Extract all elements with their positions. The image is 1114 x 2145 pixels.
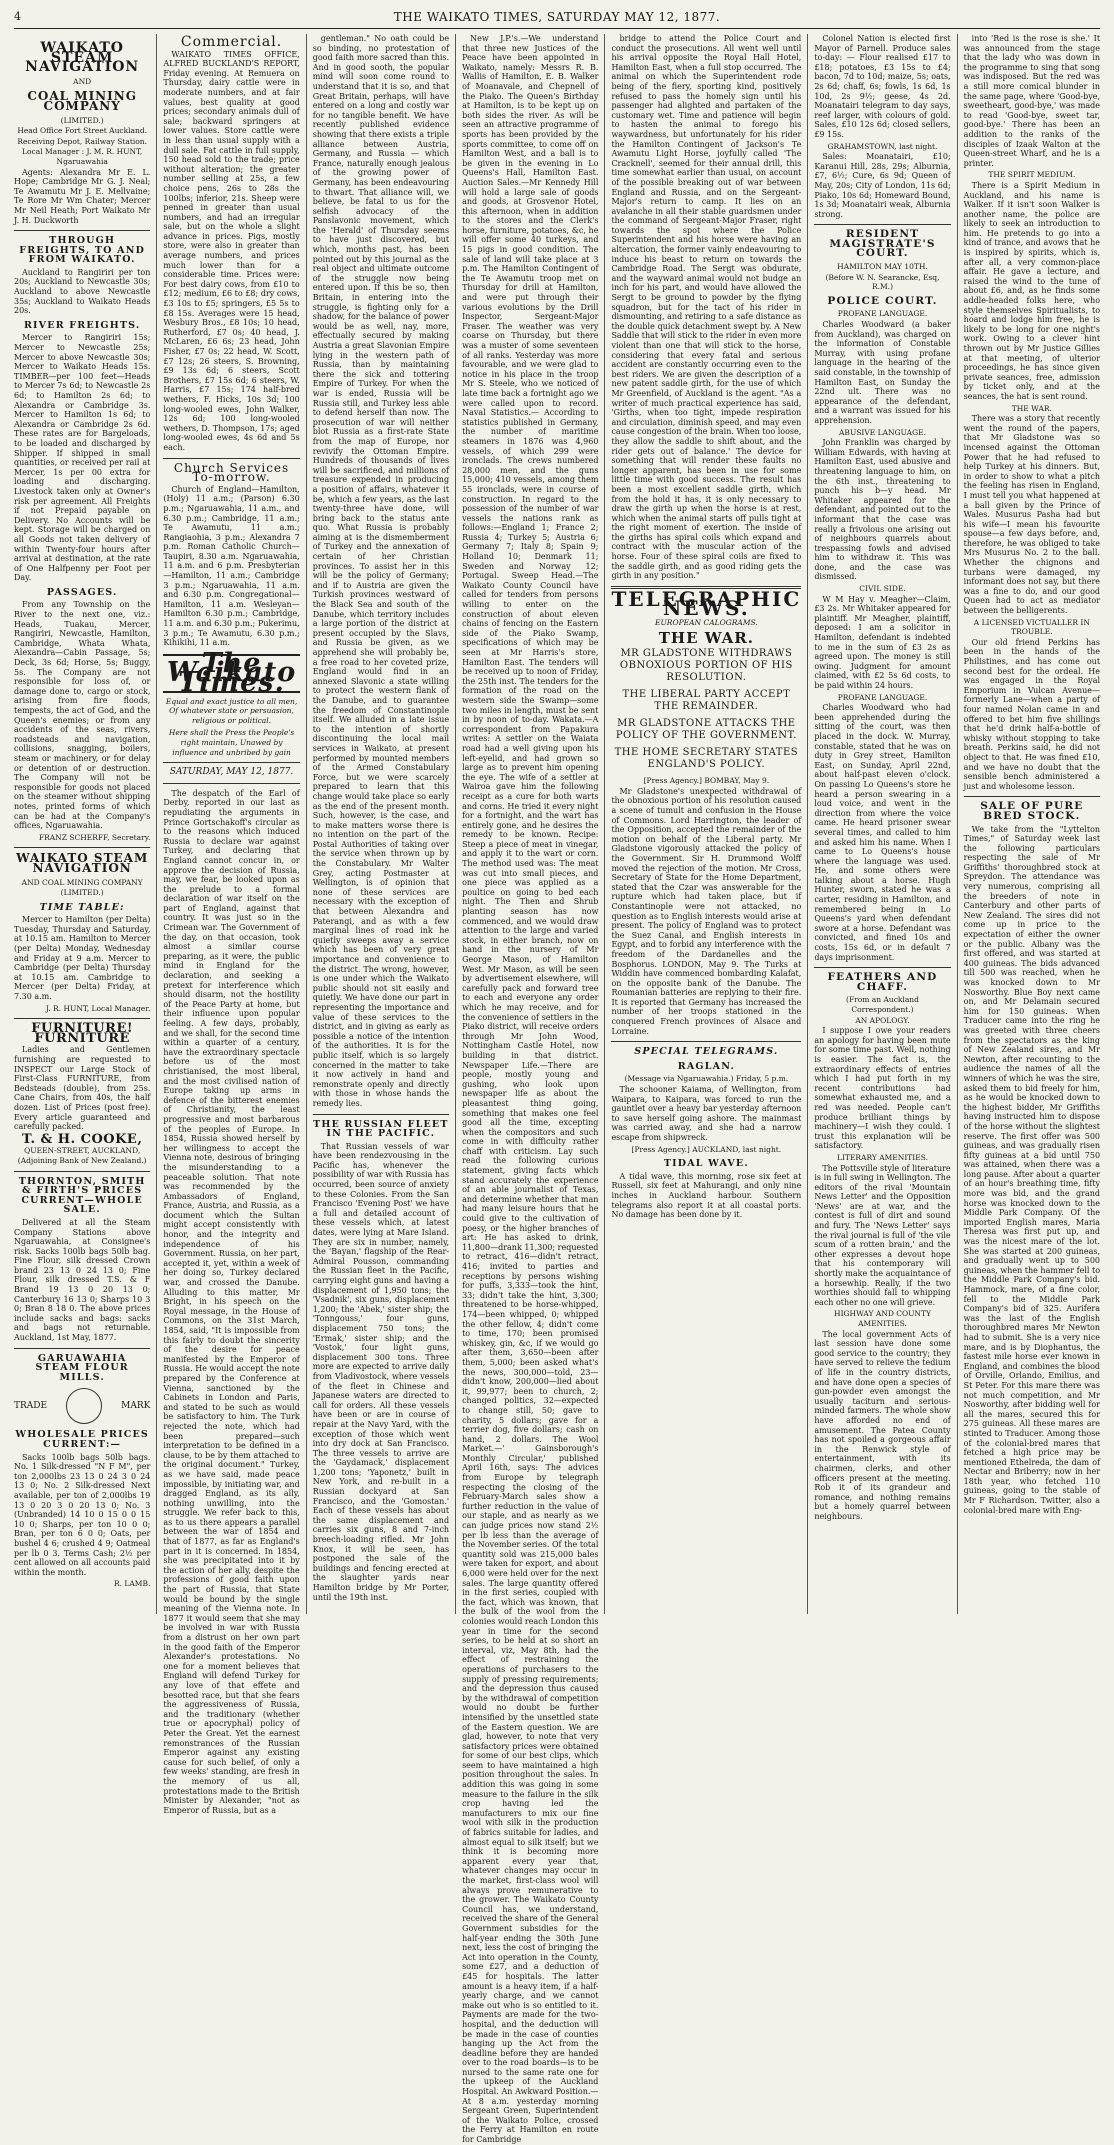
war-gossip-body: There was a story that recently went the round of the papers, that Mr Gladstone was so incensed against the Ottoman Power that he had refused to help Turkey at his dinners. But, in order to show to what a pitch the feeling has risen in England, I must tell you what happened at a ball given by the Prince of Wales. Musurus Pasha had but his wife—I mean his favourite spouse—a few days before, and, therefore, he was obliged to take Mrs Musurus No. 2 to the ball. Whether the chignons and turbans were damaged, my informant does not say, but there was a fine to do, and our good Queen had to act as mediator between the belligerents. [963,414,1101,616]
through-freights-heading: THROUGH FREIGHTS, TO AND FROM WAIKATO. [19,235,146,266]
profane-language-heading-2: PROFANE LANGUAGE. [837,692,928,702]
apology-heading: AN APOLOGY. [855,1015,910,1025]
wholesale-prices-body: Sacks 100lb bags 50lb bags. No. 1 Silk-dressed "N F M", per ton 2,000lbs 23 13 0 24 3 0 24 13 0; No. 2 Silk-dressed Next available, per ton of 2,000lbs 19 13 0 20 3 0 20 13 0; No. 3 (Unbranded) 14 10 0 15 0 0 15 10 0; Sharps, per ton 10 0 0; Bran, per ton 6 0 0; Oats, per bushel 4 6; crushed 4 9; Oatmeal per lb 0 3. Terms Cash; 2½ per cent allowed on all accounts paid within the month. [14,1452,151,1577]
russian-fleet-heading: THE RUSSIAN FLEET IN THE PACIFIC. [313,1118,449,1140]
tidal-wave-heading: TIDAL WAVE. [663,1158,749,1170]
profane-language-heading: PROFANE LANGUAGE. [837,309,928,319]
page-number: 4 [14,10,22,23]
column-5 [604,34,807,1614]
spirit-medium-body: There is a Spirit Medium in Auckland, and his name is Walker. If it isn't soon Walker is another name, the police are likely to seek an introduction to him. He pretends to go into a kind of trance, and avows that he is inspired by spirits, which is, after all, a very common-place affair. He gave a lecture, and raised the wind to the tune of about £6, and, as he finds some addle-headed folks here, who style themselves Spiritualists, to hoard and lodge him free, he is likely to be long for one night's work. Owing to a clever hint thrown out by Mr Justice Gillies at that meeting, of ulterior proceedings, he has since given private seances, free, admission by ticket only, and at the seances, the hat is sent round. [963,180,1101,401]
civil-side-body: W M Hay v. Meagher—Claim, £3 2s. Mr Whitaker appeared for plaintiff. Mr Meagher, plaintiff, deposed: I am a solicitor in Hamilton, defendant is indebted to me in the sum of £3 2s as agreed upon. The money is still owing. Judgment for amount claimed, with £2 5s 6d costs, to be paid within 24 hours. [814,594,951,690]
spirit-medium-heading: THE SPIRIT MEDIUM. [988,170,1076,180]
motto: Equal and exact justice to all men, Of whatever state or persuasion, religious or political. [165,696,298,725]
civil-side-heading: CIVIL SIDE. [859,584,906,594]
auckland-correspondent: (From an Auckland Correspondent.) [846,995,919,1014]
tidal-wave-body: A tidal wave, this morning, rose six feet at Russell, six feet at Mahurangi, and only nine inches in Auckland harbour. Southern telegrams also report it at all coastal ports. No damage has been done by it. [611,1171,802,1220]
literary-amenities-body: The Pottsville style of literature is in full swing in Wellington. The editors of the rival 'Mountain News Letter' and the Opposition 'News' are at war, and the contest is full of dirt and sound and fury. The 'News Letter' says the rival journal is full of 'the vile scum of a rotten brain,' and the other expresses a devout hope that his contemporary will shortly make the acquaintance of a horsewhip. Really, if the two worthies should fall to whipping each other no one will grieve. [814,1163,951,1307]
through-freights-body: Auckland to Rangiriri per ton 20s; Auckland to Newcastle 30s; Auckland to above Newcastle 35s; Auckland to Waikato Heads 20s. [14,267,151,316]
local-news-body: New J.P.'s.—We understand that three new Justices of the Peace have been appointed in Waikato, namely: Messrs R. B. Wallis of Hamilton, E. B. Walker of Moanavale, and Chepnell of the Piako. The Queen's Birthday at Hamilton, is to be kept up on both sides the river. As will be seen an attractive programme of sports has been provided by the sports committee, to come off on Hamilton West, and a ball is to be given in the evening in Lo Queens's Hall, Hamilton East. Auction Sales.—Mr Kennedy Hill will hold a large sale of goods and goods, at Grosvenor Hotel, this afternoon, when in addition to the stores and the Clerk's horse, furniture, potatoes, &c, he will offer some 40 turkeys, and 15 pigs in good condition. The sale of land will take place at 3 p.m. The Hamilton Contingent of the Te Awamutu troop met on Thursday for drill at Hamilton, and were put through their various evolutions by the Drill Inspector, Sergeant-Major Fraser. The weather was very coarse on Thursday, but there was a muster of some seventeen of all ranks. Yesterday was more favourable, and we were glad to notice in his place in the troop Mr S. Steele, who we noticed of late time back a fortnight ago we were called upon to record. Naval Statistics.— According to statistics published in Germany, the number of maritime steamers in 1876 was 4,960 vessels, of which 299 were ironclads. The crews numbered 28,000 men, and the guns 15,000; 410 vessels, among them 55 ironclads, were in course of construction. In regard to the possession of the number of war vessels the nations rank as follows:—England 1; France 2; Russia 4; Turkey 5; Austria 6; Germany 7; Italy 8; Spain 9; Holland 10; Denmark 11; Sweden and Norway 12; Portugal. Sweep Head.—The Waikato County Council have called for tenders from persons willing to enter on the construction of about eleven chains of fencing on the Eastern side of the Piako Swamp, specifications of which may be seen at Mr Harris's store, Hamilton East. The tenders will be received up to noon of Friday, the 25th inst. The tenders for the formation of the road on the western side the Swamp—some two miles in length, must be sent in by noon of to-day. Wakata.—A correspondent from Papakura writes: A settler on the Waiata road had a well giving upon his left-eyelid, and had grown so large as to prevent him opening the eye. The wife of a settler at Wairoa gave him the following receipt as a cure for both warts and corns. He tried it every night for a fortnight, and the wart has entirely gone, and he desires the remedy to be known. Recipe: Steep a piece of meat in vinegar, and apply it to the wart or corn. The method used was: The meat was cut into small pieces, and one piece was applied as a poultice on going to bed each night. The Then and Shrub planting season has now commenced, and we would draw attention to the large and varied stock, in either branch, now on hand in the nursery of Mr George Mason, of Hamilton West. Mr Mason, as will be seen by advertisement elsewhere, will carefully pack and forward tree to each and everyone any order which he may receive, and for the convenience of settlers in the Piako district, will receive orders through Mr John Wood, Nottingham Castle Hotel, now building in that district. Newspaper Life.—There are people, mostly young and gushing, who look upon newspaper life as about the pleasantest thing going, something that makes one feel good all the time, excepting when the compositors and such come in with difficulty rather chaff with criticism. Lay such read the following curious statement, giving facts which stand accurately the experience of an able journalist of Texas, and determine whether that man had many leisure hours that he could give to the cultivation of poesy, or the higher branches of art: He has asked to drink, 11,800—drank 11,300; requested to retract, 416—didn't retract, 416; invited to parties and receptions by persons wishing for puffs, 3,333—took the hint, 33; didn't take the hint, 3,300; threatened to be horse-whipped, 174—been whipped, 0; whipped the other fellow, 4; didn't come to time, 170; been promised whiskey, gin, &c, if we would go after them, 3,650—been after them, 5,000; been asked what's the news, 300,000—told, 23—didn't know, 200,000—lied about it, 99,977; been to church, 2; changed politics, 32—expected to change still, 50; gave to charity, 5 dollars; gave for a terrier dog, five dollars; cash on hand, 2 dollars. The Wool Market.—' Gainsborough's Monthly Circular,' published April 16th, says: The advices from Europe by telegraph respecting the closing of the February-March sales show a further reduction in the value of our staple, and as nearly as we can judge prices now stand 2½ per lb less than the average of the November series. Of the total quantity sold was 215,000 bales were taken for export, and about 6,000 were held over for the next sales. The large quantity offered in the first series, coupled with the fact, which was known, that the bulk of the wool from the colonies would reach London this year in time for the second series, to be held at so short an interval, viz, May 8th, had the effect of restraining the operations of purchasers to the supply of pressing requirements; and the depression thus caused by the withdrawal of competition would no doubt be further intensified by the unsettled state of the Eastern question. We are glad, however, to note that very satisfactory prices were obtained for some of our best clips, which seem to have maintained a high position throughout the sales. In addition this was going in some measure to the failure in the silk crop having led the manufacturers to mix our fine wool with silk in the production of fabrics suitable for ladies, and almost equal to silk itself; but we think it is becoming more apparent every year that, whatever changes may occur in the market, first-class wool will always prove remunerative to the grower. The Waikato County Council has, we understand, received the share of the General Government subsidies for the half-year ending the 30th June next, less the cost of bringing the Act into operation in the County, some £27, and a deduction of £45 for hospitals. The latter amount is a heavy item, if a half-yearly charge, and we cannot make out who is so entitled to it. Payments are made for the two-hospital, and the deduction will be made in the case of counties hanging up the Act from the deadline before they are handed over to the road boards—is to be nursed to the same rate one for the upkeep of the Auckland Hospital. An Awkward Position.—At 8 a.m. yesterday morning Sergeant Green, Superintendent of the Waikato Police, crossed the Ferry at Hamilton en route for Cambridge [462,34,599,2145]
auckland-telegrams-body: Colonel Nation is elected first Mayor of Parnell. Produce sales to-day: — Flour realised £17 to £18; potatoes, £3 15s to £4; bacon, 7d to 10d; maize, 5s; oats, 2s 6d; chaff, 6s; fowls, 1s 6d, 1s 10d, 2s 9½; geese, 4s 2d. Moanatairi telegram to day says, reef larger, with colours of gold. Sales, £10 12s 6d; closed sellers, £9 15s. [814,34,951,139]
head-office: Head Office Fort Street Auckland. [17,126,148,136]
abusive-language-body: John Franklin was charged by William Edwards, with having at Hamilton East, used abusive and threatening language to him, on the 6th inst., threatening to punch his b—y head. Mr Whitaker appeared for the defendant, and pointed out to the informant that the case was really a frivolous one arising out of neighbours quarrels about trespassing fowls and advised him to withdraw it. This was done, and the case was dismissed. [814,438,951,582]
gladstone-headline-4: THE HOME SECRETARY STATES ENGLAND'S POLICY. [614,747,799,771]
church-services-body: Church of England—Hamilton, (Holy) 11 a.m.; (Parson) 6.30 p.m.; Ngaruawahia, 11 a.m., and 6.30 p.m.; Cambridge, 11 a.m.; Te Awamutu, 11 a.m.; Rangiaohia, 3 p.m.; Alexandra 7 p.m. Roman Catholic Church—Taupiri, 8.30 a.m. Ngaruawahia, 11 a.m. and 6 p.m. Presbyterian—Hamilton, 11 a.m.; Cambridge 3 p.m.; Ngaruawahia, 11 a.m. and 6.30 p.m. Congregational—Hamilton, 11 a.m. Wesleyan—Hamilton 6.30 p.m.; Cambridge, 11 a.m. and 6.30 p.m.; Pukerimu, 3 p.m.; Te Awamutu, 6.30 p.m.; Kihikihi, 11 a.m. [163,484,300,648]
column-3 [306,34,455,1614]
steam-nav-and: AND [73,76,92,86]
auckland-dateline: [Press Agency.] AUCKLAND, last night. [631,1144,782,1154]
column-1 [14,34,156,1614]
column-6 [807,34,956,1614]
time-table-body: Mercer to Hamilton (per Delta) Tuesday, Thursday and Saturday, at 10.15 am. Hamilton to Mercer (per Delta) Monday, Wednesday and Friday at 9 a.m. Mercer to Cambridge (per Delta) Thursday at 10.15 am. Cambridge to Mercer (per Delta) Friday, at 7.30 a.m. [14,915,151,1002]
lamb-signature: R. LAMB. [113,1579,151,1589]
column-4 [455,34,604,2145]
press-agency-dateline: [Press Agency.] BOMBAY, May 9. [643,776,770,786]
licensed-victualler-heading: A LICENSED VICTUALLER IN TROUBLE. [973,617,1090,637]
time-table-heading: TIME TABLE: [39,901,125,913]
commercial-heading: Commercial. [180,34,283,50]
leader-article: The despatch of the Earl of Derby, reported in our last as repudiating the arguments in Prince Gortschakoff's circular as to the reasons which induced Russia to declare war against Turkey, and declaring that England cannot concur in, or approve the decision of Russia, may, we fear, be looked upon as the prelude to a formal declaration of war itself on the part of England, against that country. It was just so in the Crimean war. The Government of the day, on that occasion, took almost a similar course preparing, as it were, the public mind in England for the declaration, and seeking a pretext for interference which should disarm, not the hostility of the Peace Party at home, but their influence upon popular feeling. A few days, probably, and we shall, for the second time within a quarter of a century, have the extraordinary spectacle before us of the most christianised, the most liberal, and the most civilised nation of Europe taking up arms in defence of the bitterest enemies of Christianity, the least progressive and most barbarous of the peoples of Europe. In 1854, Russia showed herself by her willingness to accept the Vienna note, desirous of bringing the misunderstanding to a peaceable solution. That note was recommended by the Ambassadors of England, France, Austria, and Russia, as a document which the Sultan might accept consistently with honor, and the integrity and independence of his Government. Russia, on her part, accepted it, yet, within a week of her doing so, Turkey declared war, and crossed the Danube. Alluding to this matter, Mr Bright, in his speech on the Royal message, in the House of Commons, on the 31st March, 1854, said, "It is impossible from this fairly to doubt the sincerity of the desire for peace manifested by the Emperor of Russia. He would accept the note prepared by the Conference at Vienna, sanctioned by the Cabinets in London and Paris, and stated to be such as would be satisfactory to him. The Turk rejected the note, which had been prepared—such interpretation to be defined in a clause, to be by them attached to the original document." Turkey, as we have said, made peace impossible, by initiating war, and dragged England, as its ally, nothing unwilling, into the struggle. We refer back to this, as to us there appears a parallel between the war of 1854 and that of 1877, as far as England's part in it is concerned. In 1854, she was precipitated into it by the action of her ally, despite the professions of good faith upon the part of Russia, that State would be bound by the single meaning of the Vienna note. In 1877 it would seem that she may be involved in war with Russia from a distrust on her own part in the good faith of the Emperor Alexander's protestations. No one for a moment believes that England will defend Turkey for any love of that effete and besotted race, but that she fears the aggressiveness of Russia, and the traditionary (whether true or apocryphal) policy of Peter the Great. Yet the earnest remonstrances of the Russian Emperor against any existing cause for such belief, of only a few weeks' standing, are fresh in the memory of us all, protestations made to the British Minister by Alexander, "not as Emperor of Russia, but as a [163,788,300,1815]
raglan-heading: RAGLAN. [677,1060,735,1072]
leader-continued: gentleman." No oath could be so binding, no protestation of good faith more sacred than this. And in good sooth, the popular mind will soon come round to understand that it is so, and that Great Britain, perhaps, will have entered on a long and costly war for no tangible benefit. We have recently published evidence showing that there exists a triple alliance between Austria, Germany, and Russia — which France, naturally enough jealous of the growing power of Germany, has been endeavouring to thwart. That alliance will, we believe, be fatal to us for the selfish advocacy of the Panslavonic movement, which the 'Herald' of Thursday seems to have just discovered, but which, months past, has been pointed out by this journal as the real object and ultimate outcome of the struggle now being entered upon. If this be so, then Britain, in entering into the struggle, is fighting only for a shadow, for the balance of power would be as well, nay, more, effectually secured by making Austria a great Slavonian Empire lying in the western path of Russia, than by maintaining there the sick and tottering Empire of Turkey. For when the war is ended, Russia will be Russia still, and Turkey less able to defend herself than now. The prosecution of war will neither blot Russia as a first-rate State from the map of Europe, nor revivify the Ottoman Empire. Hundreds of thousands of lives will be sacrificed, and millions of treasure expended in producing a position of affairs, whatever it be, which a few years, as the last twenty-three have done, will bring back to the status ante quo. What Russia is probably aiming at is the dismemberment of Turkey and the annexation of certain of her Christian provinces. To assist her in this will be the policy of Germany; and if to Austria are given the Turkish provinces westward of the Black Sea and south of the Danube, which territory includes a large portion of the district at present occupied by the Slavs, and Russia be given, as we apprehend she will probably be, a free road to her coveted prize, England would find in an annexed Slavonic a state willing to protect the western flank of the Danube, and to guarantee the freedom of Constantinople itself. We alluded in a late issue to the intention of shortly discontinuing the local mail services in Waikato, at present performed by mounted members of the Armed Constabulary Force, but we were scarcely prepared to learn that this change would take place so early as the end of the present month. Such, however, is the case, and to make matters worse there is no intention on the part of the Postal Authorities of taking over the service when thrown up by the Constabulary. Mr Walter Grey, acting Postmaster at Wellington, is of opinion that none of these services are necessary with the exception of that between Alexandra and Paterangi, and as with a few marginal lines of road ink he quietly sweeps away a service which has been of very great importance and convenience to the district. The wrong, however, is one under which the Waikato public should not sit easily and quietly. We have done our part in representing the importance and value of these services to the district, and in giving as early as possible a notice of the intention of the authorities. It is for the public itself, which is so largely concerned in the matter to take it now actively in hand and remonstrate openly and directly with those in whose hands the remedy lies. [312,34,450,1108]
european-calograms: EUROPEAN CALOGRAMS. [655,618,758,628]
waikato-times-logo: The Waikato Times. [163,654,299,693]
furniture-body: Ladies and Gentlemen furnishing are requested to INSPECT our Large Stock of First-Class FURNITURE, from Bedsteads (double), from 25s. Cane Chairs, from 40s, the half dozen. List of Prices (post free). Every article guaranteed and carefully packed. [14,1045,151,1132]
telegraphic-news-banner: TELEGRAPHIC NEWS. [611,586,802,621]
cooke-name: T. & H. COOKE, [21,1131,143,1147]
grahamstown-dateline: GRAHAMSTOWN, last night. [827,141,938,151]
hamilton-date: HAMILTON MAY 10TH. [837,262,928,272]
trade-mark-emblem [66,1388,102,1424]
trade-label: TRADE [14,1400,48,1411]
limited-label: (LIMITED.) [60,115,104,125]
receiving-depot: Receiving Depot, Railway Station. [17,136,148,146]
limited-2: (LIMITED.) [60,888,104,898]
before-magistrate: (Before W. N. Searancke, Esq, R.M.) [825,272,940,292]
raglan-dateline: (Message via Ngaruawahia.) Friday, 5 p.m. [624,1074,789,1084]
apology-body: I suppose I owe your readers an apology for having been mute for some time past. Well, nothing is easier. The fact is, the extraordinary effects of entries which I had put forth in my recent contributions had somewhat exhausted me, and a red was needed. People can't produce brilliant things by machinery—I wish they could. I trust this explanation will be satisfactory. [814,1026,951,1151]
river-freights-body: Mercer to Rangiriri 15s; Mercer to Newcastle 25s; Mercer to above Newcastle 30s; Mercer to Waikato Heads 15s. TIMBER—per 100 feet—Heads to Mercer 7s 6d; to Newcastle 2s 6d; to Hamilton 2s 6d; to Alexandra or Cambridge 3s. Mercer to Hamilton 1s 6d; to Alexandra or Cambridge 2s 6d. These rates are for Bargeloads, to be loaded and discharged by Shipper. If shipped in small quantities, or received per rail at Mercer, 1s per 00 extra for loading and discharging. Livestock taken only at Owner's risk per agreement. All Freights if not Prepaid payable on Delivery. No Accounts will be kept. Storage will be charged on all Goods not taken delivery of within Twenty-four hours after arrival at destination, at the rate of One Halfpenny per Foot per Day. [14,333,151,583]
profane-language-body: Charles Woodward (a baker from Auckland), was charged on the information of Constable Murray, with using profane language in the hearing of the said constable, in the township of Hamilton East, on Sunday the 22nd ult. There was no appearance of the defendant, and a warrant was issued for his apprehension. [814,320,951,425]
secretary-signature: FRANZ SCHERFF, Secretary. [38,832,151,842]
masthead [14,6,1100,29]
cooke-address: QUEEN-STREET, AUCKLAND, (Adjoining Bank of New Zealand.) [17,1146,147,1165]
masthead-title: THE WAIKATO TIMES, SATURDAY MAY 12, 1877. [393,10,721,24]
special-telegrams-heading: SPECIAL TELEGRAMS. [634,1046,779,1058]
passages-body: From any Township on the River to the next one, viz.: Heads, Tuakau, Mercer, Rangiriri, Newcastle, Hamilton, Cambridge, Whata Whata, Alexandra—Cabin Passage, 5s; Deck, 3s 6d; Horse, 5s; Buggy, 5s. The Company are not responsible for loss of, or damage done to, cargo or stock, arising from fire floods, tempests, the act of God, and the Queen's enemies; or from any accidents of the seas, rivers, roadsteads and navigation, collisions, snagging, boilers, steam or machinery, or for delay or detention of or destruction. The Company will not be responsible for goods not placed on the steamer without shipping notes, printed forms of which can be had at the Company's offices, Ngaruawahia. [14,600,151,831]
local-manager-signature: J. R. HUNT, Local Manager. [45,1003,151,1013]
mark-label: MARK [121,1400,151,1411]
feathers-chaff-heading: FEATHERS AND CHAFF. [827,971,938,993]
church-services-heading: Church Services To-morrow. [173,460,290,485]
agents-list: Agents: Alexandra Mr E. L. Hope; Cambridge Mr G. J. Neal; Te Awamutu Mr J. E. Mellvaine; Te Rore Mr Wm Chater; Mercer Mr Neil Heath; Port Waikato Mr J. H. Duckworth [14,167,151,225]
flour-mills-heading: GARUAWAHIA STEAM FLOUR MILLS. [35,1352,129,1383]
wholesale-prices-heading: WHOLESALE PRICES CURRENT:— [15,1429,149,1450]
grahamstown-body: Sales: Moanatairi, £10; Karanui Hill, 28s, 29s; Alburnia, £7, 6½; Cure, 6s 9d; Queen of May, 20s; City of London, 11s 6d; Piako, 10s 6d; Homeward Bound, 1s 3d; Moanatairi weak, Alburnia strong. [814,152,951,219]
local-manager: Local Manager : J. M. R. HUNT, Ngaruawahia [22,147,143,166]
trade-mark [14,1388,150,1424]
newspaper-columns [14,34,1101,2145]
gladstone-headline-3: MR GLADSTONE ATTACKS THE POLICY OF THE GOVERNMENT. [615,718,797,742]
highway-amenities-heading: HIGHWAY AND COUNTY AMENITIES. [834,1309,931,1328]
highway-amenities-body: The local government Acts of last session have done some good service to the country; they have served to relieve the tedium of life in the country districts, and have done open a species of gun-powder even amongst the usually taciturn and serious-minded farmers. The whole show have afforded no end of amusement. The Patea County has not spoiled a gorgeous affair in the Renwick style of entertainment, with its chairmen, clerks, and other officers present at the meeting. Rob it of its grandeur and romance, and nothing remains but a homely quarrel between neighbours. [814,1329,951,1521]
abusive-language-heading: ABUSIVE LANGUAGE. [839,427,926,437]
issue-date: SATURDAY, MAY 12, 1877. [169,767,294,778]
russian-fleet-body: That Russian vessels of war have been rendezvousing in the Pacific has, whenever the possibility of war with Russia has occurred, been source of anxiety to these Colonies. From the San Francisco 'Evening Post' we have a full and detailed account of these vessels which, at latest dates, were lying at Mare Island. They are six in number, namely, the 'Bayan,' flagship of the Rear-Admiral Pousson, commanding the Russian fleet in the Pacific, carrying eight guns and having a displacement of 1,950 tons; the 'Vsadnik', six guns, displacement 1,200; the 'Abek,' sister ship; the 'Tonngouss,' four guns, displacement 750 tons; the 'Ermak,' sister ship; and the 'Vostok,' four light guns, displacement 300 tons. Three more are expected to arrive daily from Vladivostock, where vessels of the fleet in Chinese and Japanese waters are directed to call for orders. All these vessels have been or are in course of repair at the Navy Yard, with the exception of those which went into dry dock at San Francisco. The three vessels to arrive are the 'Gaydamack,' displacement 1,200 tons; 'Yaponetz,' built in New York, and re-built in a Russian dockyard at San Francisco, and the 'Gomostan.' Each of these vessels has about the same displacement and carries six guns, 8 and 7-inch breech-loading rifled. Mr John Knox, it will be seen, has postponed the sale of the buildings and fencing erected at the slaughter yards near Hamilton bridge by Mr Porter, until the 19th inst. [312,1141,450,1602]
coal-mining-heading: COAL MINING COMPANY [27,89,137,113]
column-7 [957,34,1100,1614]
stock-sale-body: We take from the "Lyttelton Times," of Saturday week last the following particulars respecting the sale of Mr Griffiths' thoroughbred stock at Spreydon. The attendance was very numerous, comprising all the breeders of note in Canterbury and other parts of New Zealand. The sires did not come up in price to the expectation of either the owner or the public. Albany was the first offered, and was started at 400 guineas. The bids advanced till 500 was reached, when he was knocked down to Mr Nosworthy. Blue Boy next came on, and Mr Delamain secured him for 150 guineas. When Traducer came into the ring he was greeted with three cheers from the spectators as the king of New Zealand sires, and Mr Newton, after recounting to the audience the names of all the winners of which he was the sire, asked them to bid freely for him, as he would be knocked down to the highest bidder, Mr Griffiths having instructed him to dispose of the horse without the slightest reserve. The first offer was 500 guineas, and was gradually risen fifty guineas at a bid until 750 was attained, when there was a long pause. After about a quarter of an hour's breathing time, fifty more was bid, and the grand horse was knocked down to the Middle Park Company. Of the imported English mares, Maria Theresa was first put up, and was the nicest mare of the lot. She was started at 200 guineas, and gradually went up to 500 guineas, when the hammer fell to the Middle Park Company's bid. Hammock, mare, of a fine color, fell to the Middle Park Company's bid of 325. Aurifera was the last of the English thoroughbred mares Mr Newton had to submit. She is a very nice mare, and is by Diophantus, the fastest mile horse ever known in England, and combines the blood of Orville, Orlando, Emilius, and St Peter. For this mare there was not much competition, and Mr Nosworthy, after bidding well for all the mares, secured this for 275 guineas. All these mares are stinted to Traducer. Among those of the colonial-bred mares that fetched a high price may be mentioned Ethelreda, the dam of Nectar and Briberry; now in her 18th year, who fetched 110 guineas, going to the stable of Mr F Richardson. Twitter, also a colonial-bred mare with Eng- [963,824,1101,1515]
licensed-victualler-body: Our old friend Perkins has been in the hands of the Philistines, and has come out second best for the ordeal. He was engaged in the Royal Emporium in Vulcan Avenue—formerly Lane—when a party of four named Nolan came in and offered to bet him five shillings that he'd drink half-a-bottle of whisky without stopping to take breath. Perkins said, he did not object to that. He was fined £10, and we have no doubt that the sensible bench administered a just and wholesome lesson. [963,637,1101,791]
thornton-heading: THORNTON, SMITH & FIRTH'S PRICES CURRENT—WHOLE SALE. [18,1175,146,1216]
gladstone-headline-1: MR GLADSTONE WITHDRAWS OBNOXIOUS PORTION OF HIS RESOLUTION. [619,648,793,684]
the-war-heading: THE WAR. [658,628,754,647]
steam-nav-heading-2: WAIKATO STEAM NAVIGATION [16,851,149,875]
commercial-body: WAIKATO TIMES OFFICE, ALFRED BUCKLAND'S REPORT, Friday evening. At Remuera on Thursday, dairy cattle were in moderate numbers, and at fair values, best quality at good prices; secondary animals dull of sale; backward springers at lower values. Store cattle were in less than usual supply with a dull sale. Fat cattle in full supply, 150 head sold to the trade; price without alteration; the greater number selling at 25s, a few choice pens, 26s to 28s the 100lbs; inferior, 21s. Sheep were penned in greater than usual numbers, and had an irregular sale, but on the whole a slight advance in prices. Pigs, mostly store, were also in greater than average numbers, and prices much lower than for a considerable time. Prices were: For best dairy cows, from £10 to £12; medium, £6 to £8; dry cows, £3 10s to £5; springers, £5 5s to £8 15s. Averages were 15 head, Wesbury Bros., £8 10s; 10 head, Rutherford, £7 0s; 40 head, J. McLaren, £6 6s; 23 head, John Fisher, £7 0s; 22 head, W. Scott, £7 12s; 26 steers, S. Browning, £9 13s 6d; 6 steers, Scott Brothers, £7 15s 6d; 6 steers, W. Harris, £7 15s; 174 half-bred wethers, F. Hicks, 10s 3d; 100 long-wooled ewes, John Walker, 12s 6d; 100 long-wooled wethers, D. Thompson, 17s; aged long-wooled ewes, 4s 6d and 5s each. [163,49,300,452]
saddle-article: bridge to attend the Police Court and conduct the prosecutions. All went well until his arrival opposite the Royal Hall Hotel, Hamilton East, when a full stop occurred. The animal on which the Superintendent rode being of the fiery, sporting kind, positively refused to pass the homely sign until his passenger had alighted and partaken of the customary wet. Time and patience will begin to hasten the animal to forego his waywardness, but unfortunately for his rider the Hamilton Contingent of Jackson's Te Awamutu Light Horse, joyfully called 'The Cracknell', seemed for their annual drill, this time somewhat earlier than usual, on account of the possible breaking out of war between England and Russia, and on the Sergeant-Major's return to camp. It lies on an avalanche in all their stable guardsmen under the command of Sergeant-Major Fraser, right towards the spot where the Police Superintendent and his horse were having an altercation, the former vainly endeavouring to induce his beast to return on towards the Cambridge Road. The Sergt was obdurate, and the wayward animal would not budge an inch for his part, and would have allowed the Sergt to be ground to powder by the flying squadron, but for the tact of his rider in dismounting, and retiring to a safe distance as the double quick detachment swept by. A New Saddle that will stick to the rider in even more violent than one that will stick to the horse, considering that every fatal and serious accident are constantly occurring even to the best riders. We are given the description of a new patent saddle girth, for the use of which Mr Greenfield, of Auckland is the agent. "As a writer of much practical experience has said, 'Girths, when too tight, impede respiration and circulation, diminish speed, and may even cause congestion of the brain. When too loose, they allow the saddle to shift about, and the rider gets out of balance.' The device for something that will render these faults no longer apparent, has been in use for some little time with good success. The result has been a most excellent saddle girth, which from the hold it has, it is only necessary to draw the girth up when the horse is at rest, which when the animal starts off pulls tight at the right moment of exertion. The inside of the girths has spiral coils which expand and contract with the muscular action of the horse. Four of these spiral coils are fixed to the saddle girth, and as good riding gets the girth in any position." [611,34,802,581]
literary-amenities-heading: LITERARY AMENITIES. [836,1152,928,1162]
steam-nav-heading: WAIKATO STEAM NAVIGATION [25,40,140,76]
thornton-body: Delivered at all the Steam Company Stations above Ngaruawahia, at Consignee's risk. Sacks 100lb bags 50lb bag. Fine Flour, silk dressed Crown brand 23 13 0 24 13 0; Fine Flour, silk dressed T.S. & F Brand 19 13 0 20 13 0; Canterbury 16 13 0; Sharps 10 3 0; Bran 8 18 0. The above prices include sacks and bags: sacks and bags not returnable. Auckland, 1st May, 1877. [14,1217,151,1343]
profane-language-body-2: Charles Woodward who had been apprehended during the sitting of the court, was then placed in the dock. W. Murray, constable, stated that he was on duty in Grey street, Hamilton East, on Sunday, April 22nd, about half-past eleven o'clock. On passing Lo Queens's store he heard a person swearing in a loud voice, and went in the direction from where the voice came. He heard prisoner swear several times, and called to him and asked him his name. When I came to Lo Queens's house where the language was used. He, and some others were talking about a horse. Hugh Hunter, sworn, stated he was a carter, residing in Hamilton, and remembered being in Lo Queens's yard when defendant swore at a horse. Defendant was convicted, and fined 10s and costs, 15s 6d, or in default 7 days imprisonment. [814,703,951,962]
stock-sale-heading: SALE OF PURE BRED STOCK. [980,800,1084,822]
gladstone-headline-2: THE LIBERAL PARTY ACCEPT THE REMAINDER. [622,689,791,713]
war-telegram-body: Mr Gladstone's unexpected withdrawal of the obnoxious portion of his resolution caused a scene of tumult and confusion in the House of Commons. Lord Harrington, the leader of the Opposition, accepted the remainder of the motion on behalf of the Liberal party. Mr Gladstone vigorously attacked the policy of the Government. Sir H. Drummond Wolff moved the rejection of the motion. Mr Cross, Secretary of State for the Home Department, stated that the Czar was answerable for the rupture which had taken place, but if Constantinople were not attacked, no question as to English interests would arise at present. The policy of England was to protect the Suez Canal, and English interests in Egypt, and to forbid any interference with the freedom of the Dardanelles and the Bosphorus. LONDON, May 9. The Turks at Widdin have commenced bombarding Kalafat, on the opposite bank of the Danube. The Roumanian batteries are replying to their fire. It is reported that Germany has increased the number of her troops stationed in the conquered French provinces of Alsace and Lorraine. [611,786,802,1036]
column-2 [156,34,305,1815]
motto-2: Here shall the Press the People's right maintain, Unawed by influence and unbribed by gain [168,728,295,757]
furniture-heading: FURNITURE! FURNITURE [31,1021,134,1046]
misc-body: into 'Red is the rose is she.' It was announced from the stage that the lady who was down in the programme to sing that song was indisposed. But the red was a still more comical blunder in the same page, where 'Good-bye, sweetheart, good-bye,' was made to read 'Good-bye, sweet tar, good-bye.' There has been an addition to the ranks of the disciples of Izaak Walton at the Queen-street Wharf, and he is a printer. [963,34,1101,168]
raglan-body: The schooner Kaiama, of Wellington, from Waipara, to Kaipara, was forced to run the gauntlet over a heavy bar yesterday afternoon to save herself going ashore. The mainmast was carried away, and she had a narrow escape from shipwreck. [611,1085,802,1142]
passages-heading: PASSAGES. [46,586,118,598]
rm-court-heading: RESIDENT MAGISTRATE'S COURT. [829,228,936,260]
coal-company-2: AND COAL MINING COMPANY [21,877,143,887]
war-gossip-heading: THE WAR. [1011,403,1052,413]
river-freights-heading: RIVER FREIGHTS. [23,319,141,331]
police-court-heading: POLICE COURT. [827,294,938,307]
